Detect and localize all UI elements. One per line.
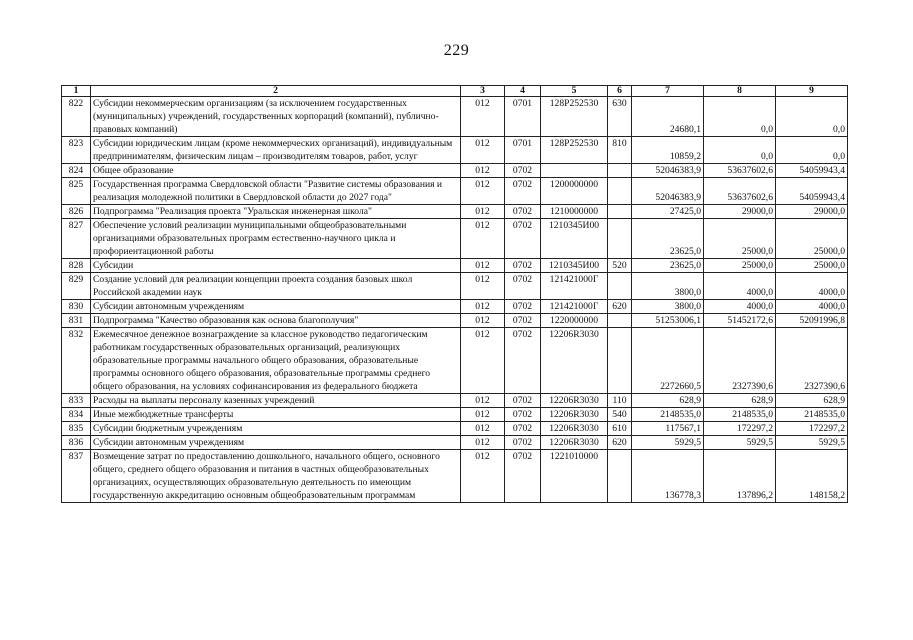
row-ministry-code: 012: [461, 436, 505, 450]
column-header: 8: [704, 86, 776, 97]
row-name: Обеспечение условий реализации муниципальными общеобразовательными организациями образовательных программ естественно-научного цикла и профориентационной работы: [91, 219, 461, 259]
row-section-code: 0702: [505, 219, 541, 259]
row-value-2027: 148158,2: [776, 450, 848, 503]
row-name: Возмещение затрат по предоставлению дошкольного, начального общего, основного общего, среднего общего образования и питания в частных общеобразовательных организациях, осуществляющих образовательную деятельность по имеющим государственную аккредитацию основным общеобразовательным программам: [91, 450, 461, 503]
row-number: 824: [62, 164, 91, 178]
row-name: Субсидии автономным учреждениям: [91, 300, 461, 314]
row-value-2026: 172297,2: [704, 422, 776, 436]
row-expense-type: 540: [608, 408, 632, 422]
row-number: 829: [62, 273, 91, 300]
row-ministry-code: 012: [461, 219, 505, 259]
row-target-code: 12206R3030: [541, 328, 608, 394]
row-target-code: 128Р252530: [541, 97, 608, 137]
row-value-2027: 52091996,8: [776, 314, 848, 328]
row-name: Иные межбюджетные трансферты: [91, 408, 461, 422]
row-value-2025: 10859,2: [632, 137, 704, 164]
row-section-code: 0702: [505, 178, 541, 205]
row-expense-type: 620: [608, 300, 632, 314]
row-ministry-code: 012: [461, 259, 505, 273]
table-row: [62, 259, 848, 273]
row-value-2025: 2148535,0: [632, 408, 704, 422]
row-expense-type: 630: [608, 97, 632, 137]
row-ministry-code: 012: [461, 314, 505, 328]
row-expense-type: [608, 164, 632, 178]
row-ministry-code: 012: [461, 164, 505, 178]
row-ministry-code: 012: [461, 205, 505, 219]
row-target-code: 1210000000: [541, 205, 608, 219]
row-section-code: 0702: [505, 314, 541, 328]
row-value-2026: 53637602,6: [704, 164, 776, 178]
row-ministry-code: 012: [461, 450, 505, 503]
row-value-2025: 117567,1: [632, 422, 704, 436]
row-value-2027: 4000,0: [776, 300, 848, 314]
row-expense-type: [608, 328, 632, 394]
row-name: Общее образование: [91, 164, 461, 178]
row-section-code: 0702: [505, 328, 541, 394]
table-row: [62, 450, 848, 503]
row-value-2027: 54059943,4: [776, 164, 848, 178]
row-section-code: 0702: [505, 273, 541, 300]
row-ministry-code: 012: [461, 137, 505, 164]
row-value-2027: 172297,2: [776, 422, 848, 436]
row-value-2026: 4000,0: [704, 273, 776, 300]
row-expense-type: [608, 205, 632, 219]
row-number: 837: [62, 450, 91, 503]
row-target-code: 12206R3030: [541, 422, 608, 436]
column-header: 7: [632, 86, 704, 97]
row-value-2026: 53637602,6: [704, 178, 776, 205]
row-target-code: 12206R3030: [541, 394, 608, 408]
row-value-2025: 52046383,9: [632, 164, 704, 178]
row-value-2026: 137896,2: [704, 450, 776, 503]
row-value-2025: 27425,0: [632, 205, 704, 219]
row-name: Ежемесячное денежное вознаграждение за классное руководство педагогическим работникам государственных образовательных организаций, реализующих образовательные программы начального общего образования, образовательные программы основного общего образования, образовательные программы среднего общего образования, на условиях софинансирования из федерального бюджета: [91, 328, 461, 394]
row-value-2026: 2327390,6: [704, 328, 776, 394]
row-value-2027: 0,0: [776, 137, 848, 164]
row-value-2025: 628,9: [632, 394, 704, 408]
row-name: Подпрограмма "Качество образования как основа благополучия": [91, 314, 461, 328]
row-value-2025: 23625,0: [632, 259, 704, 273]
table-row: [62, 97, 848, 137]
row-name: Государственная программа Свердловской области "Развитие системы образования и реализация молодежной политики в Свердловской области до 2027 года": [91, 178, 461, 205]
table-row: [62, 219, 848, 259]
table-row: [62, 273, 848, 300]
row-value-2025: 3800,0: [632, 273, 704, 300]
row-section-code: 0702: [505, 422, 541, 436]
row-name: Субсидии бюджетным учреждениям: [91, 422, 461, 436]
row-ministry-code: 012: [461, 394, 505, 408]
row-ministry-code: 012: [461, 178, 505, 205]
row-value-2026: 4000,0: [704, 300, 776, 314]
row-value-2026: 628,9: [704, 394, 776, 408]
row-value-2025: 2272660,5: [632, 328, 704, 394]
row-number: 836: [62, 436, 91, 450]
row-section-code: 0702: [505, 300, 541, 314]
row-target-code: 121421000Г: [541, 273, 608, 300]
row-value-2026: 25000,0: [704, 259, 776, 273]
row-name: Субсидии юридическим лицам (кроме некоммерческих организаций), индивидуальным предпринимателям, физическим лицам – производителям товаров, работ, услуг: [91, 137, 461, 164]
header-row: [62, 86, 848, 97]
row-value-2025: 136778,3: [632, 450, 704, 503]
row-target-code: [541, 164, 608, 178]
row-value-2027: 5929,5: [776, 436, 848, 450]
row-value-2027: 4000,0: [776, 273, 848, 300]
row-target-code: 12206R3030: [541, 408, 608, 422]
row-value-2026: 51452172,6: [704, 314, 776, 328]
row-ministry-code: 012: [461, 408, 505, 422]
row-number: 831: [62, 314, 91, 328]
row-target-code: 1200000000: [541, 178, 608, 205]
row-target-code: 1220000000: [541, 314, 608, 328]
row-number: 823: [62, 137, 91, 164]
row-number: 825: [62, 178, 91, 205]
row-value-2027: 2148535,0: [776, 408, 848, 422]
row-ministry-code: 012: [461, 273, 505, 300]
table-row: [62, 314, 848, 328]
row-expense-type: 110: [608, 394, 632, 408]
row-section-code: 0702: [505, 436, 541, 450]
row-value-2027: 54059943,4: [776, 178, 848, 205]
row-value-2025: 24680,1: [632, 97, 704, 137]
row-name: Подпрограмма "Реализация проекта "Уральская инженерная школа": [91, 205, 461, 219]
row-expense-type: [608, 219, 632, 259]
row-target-code: 1210345И00: [541, 219, 608, 259]
row-value-2025: 52046383,9: [632, 178, 704, 205]
row-ministry-code: 012: [461, 300, 505, 314]
column-header: 4: [505, 86, 541, 97]
row-section-code: 0702: [505, 450, 541, 503]
row-name: Субсидии автономным учреждениям: [91, 436, 461, 450]
row-value-2025: 51253006,1: [632, 314, 704, 328]
row-expense-type: 620: [608, 436, 632, 450]
row-target-code: 12206R3030: [541, 436, 608, 450]
row-expense-type: 610: [608, 422, 632, 436]
row-expense-type: 520: [608, 259, 632, 273]
row-value-2026: 29000,0: [704, 205, 776, 219]
column-header: 1: [62, 86, 91, 97]
row-value-2027: 628,9: [776, 394, 848, 408]
row-number: 822: [62, 97, 91, 137]
row-number: 832: [62, 328, 91, 394]
row-expense-type: [608, 314, 632, 328]
row-number: 835: [62, 422, 91, 436]
page-number: 229: [443, 42, 470, 59]
row-section-code: 0702: [505, 394, 541, 408]
column-header: 2: [91, 86, 461, 97]
row-number: 826: [62, 205, 91, 219]
row-value-2026: 5929,5: [704, 436, 776, 450]
row-ministry-code: 012: [461, 97, 505, 137]
row-expense-type: [608, 273, 632, 300]
table-row: [62, 436, 848, 450]
table-row: [62, 205, 848, 219]
row-number: 834: [62, 408, 91, 422]
row-number: 828: [62, 259, 91, 273]
row-target-code: 1210345И00: [541, 259, 608, 273]
row-expense-type: [608, 178, 632, 205]
row-value-2026: 0,0: [704, 137, 776, 164]
table-row: [62, 408, 848, 422]
row-value-2026: 25000,0: [704, 219, 776, 259]
table-row: [62, 137, 848, 164]
row-section-code: 0702: [505, 259, 541, 273]
row-number: 827: [62, 219, 91, 259]
row-section-code: 0702: [505, 205, 541, 219]
row-value-2027: 29000,0: [776, 205, 848, 219]
row-name: Субсидии некоммерческим организациям (за исключением государственных (муниципальных) учреждений, государственных корпораций (компаний), публично-правовых компаний): [91, 97, 461, 137]
row-expense-type: 810: [608, 137, 632, 164]
row-section-code: 0702: [505, 164, 541, 178]
row-value-2025: 5929,5: [632, 436, 704, 450]
row-value-2027: 25000,0: [776, 219, 848, 259]
column-header: 3: [461, 86, 505, 97]
row-value-2027: 0,0: [776, 97, 848, 137]
row-ministry-code: 012: [461, 328, 505, 394]
row-value-2027: 2327390,6: [776, 328, 848, 394]
row-value-2027: 25000,0: [776, 259, 848, 273]
row-section-code: 0701: [505, 97, 541, 137]
table-row: [62, 422, 848, 436]
table-row: [62, 300, 848, 314]
table-row: [62, 328, 848, 394]
row-section-code: 0702: [505, 408, 541, 422]
column-header: 5: [541, 86, 608, 97]
row-number: 833: [62, 394, 91, 408]
row-value-2025: 3800,0: [632, 300, 704, 314]
table-row: [62, 164, 848, 178]
row-number: 830: [62, 300, 91, 314]
row-value-2026: 2148535,0: [704, 408, 776, 422]
row-target-code: 1221010000: [541, 450, 608, 503]
row-name: Создание условий для реализации концепции проекта создания базовых школ Российской академии наук: [91, 273, 461, 300]
row-target-code: 128Р252530: [541, 137, 608, 164]
column-header: 6: [608, 86, 632, 97]
table-row: [62, 178, 848, 205]
row-expense-type: [608, 450, 632, 503]
row-value-2026: 0,0: [704, 97, 776, 137]
row-section-code: 0701: [505, 137, 541, 164]
table-row: [62, 394, 848, 408]
row-name: Расходы на выплаты персоналу казенных учреждений: [91, 394, 461, 408]
row-value-2025: 23625,0: [632, 219, 704, 259]
row-ministry-code: 012: [461, 422, 505, 436]
budget-table: [61, 85, 848, 503]
row-name: Субсидии: [91, 259, 461, 273]
row-target-code: 121421000Г: [541, 300, 608, 314]
column-header: 9: [776, 86, 848, 97]
